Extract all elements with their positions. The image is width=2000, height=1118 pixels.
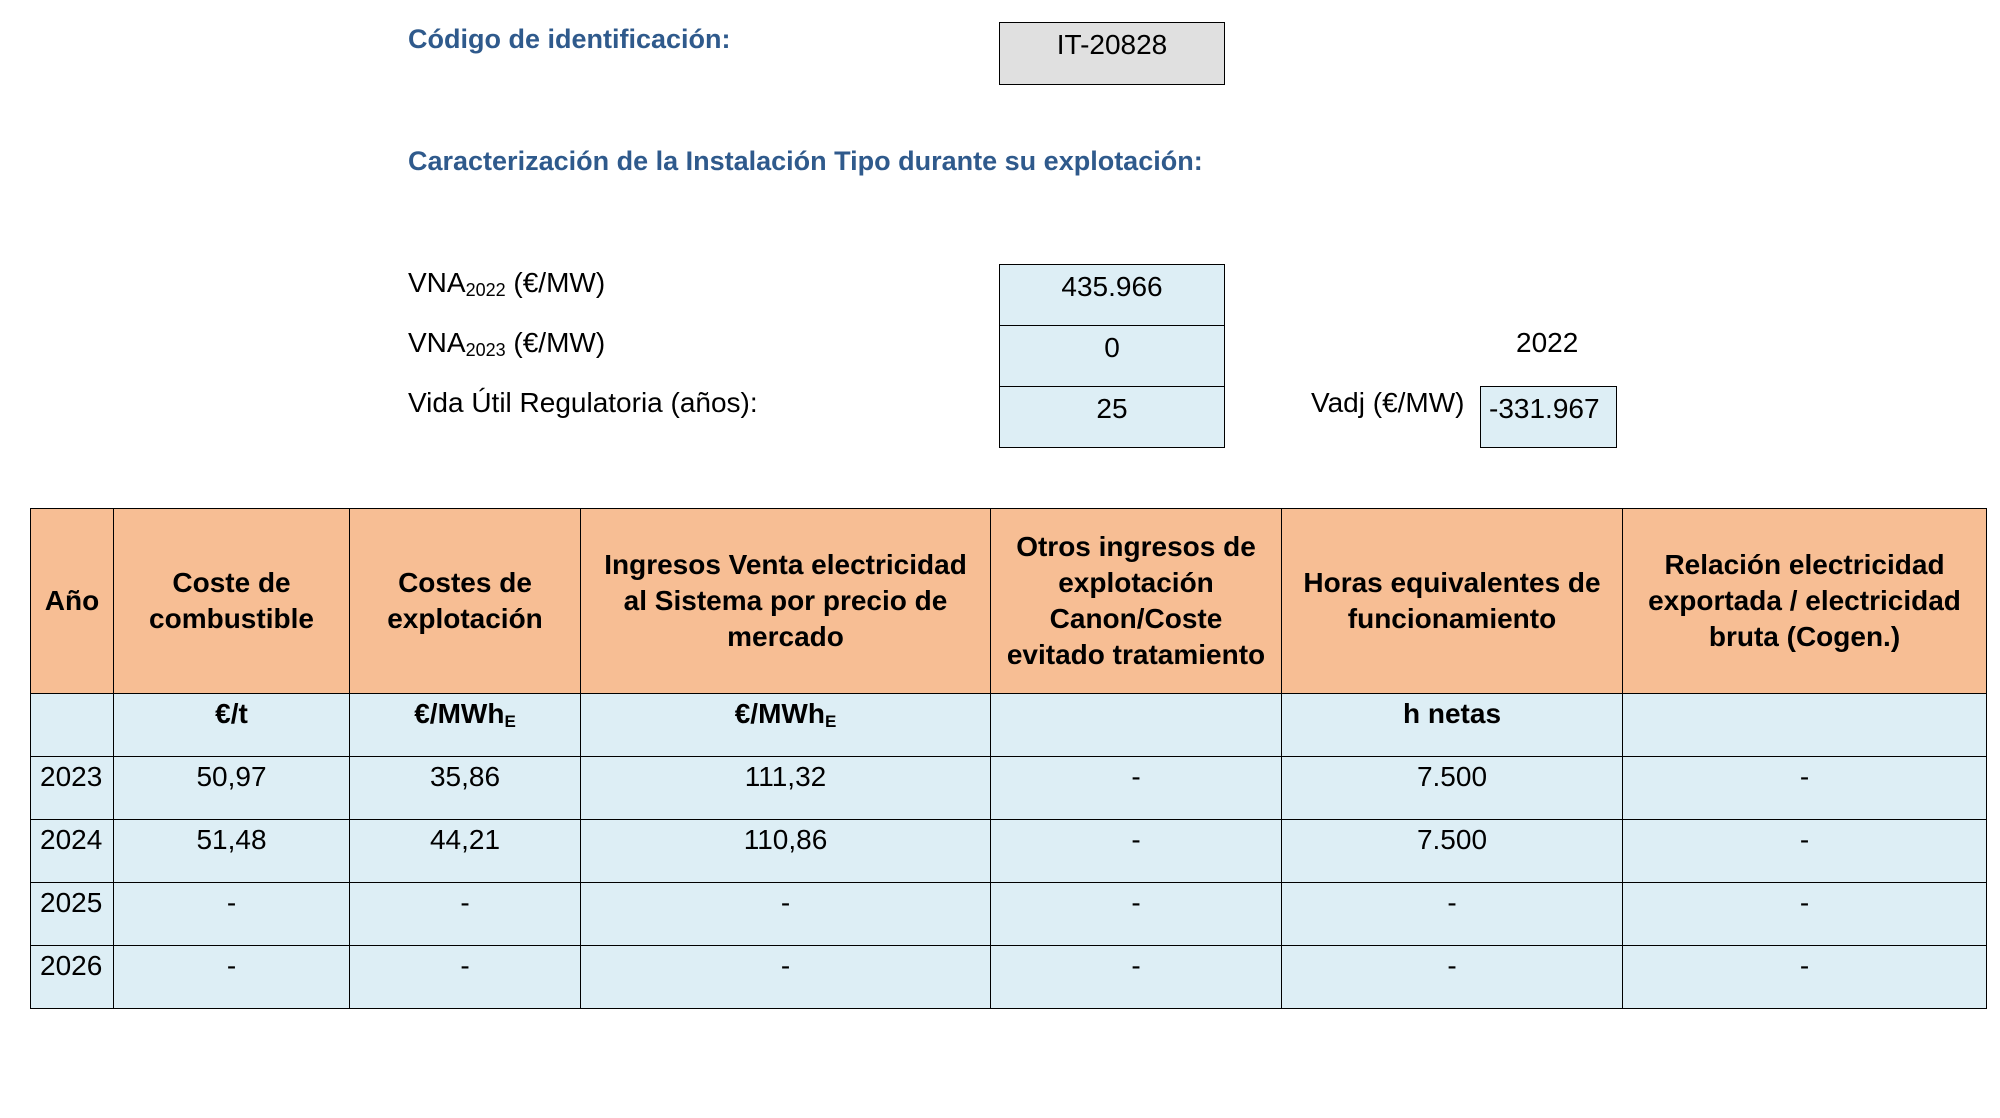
cell-relacion: - bbox=[1623, 757, 1987, 820]
units-row bbox=[31, 694, 1987, 757]
cell-relacion: - bbox=[1623, 946, 1987, 1009]
unit-otros bbox=[991, 694, 1282, 757]
cell-combustible: 51,48 bbox=[114, 820, 350, 883]
cell-otros: - bbox=[991, 946, 1282, 1009]
cell-ingresos: - bbox=[581, 946, 991, 1009]
unit-ingresos: €/MWh$_E$ bbox=[581, 694, 991, 757]
header-horas-equivalentes: Horas equivalentes de funcionamiento bbox=[1282, 509, 1623, 694]
cell-ingresos: 110,86 bbox=[581, 820, 991, 883]
unit-explotacion: €/MWh$_E$ bbox=[350, 694, 581, 757]
table-row bbox=[31, 946, 1987, 1009]
reference-year: 2022 bbox=[1516, 327, 1579, 358]
unit-horas: h netas bbox=[1282, 694, 1623, 757]
cell-horas: - bbox=[1282, 883, 1623, 946]
header-coste-combustible: Coste de combustible bbox=[114, 509, 350, 694]
cell-year: 2025 bbox=[31, 883, 114, 946]
vadj-label: Vadj (€/MW) bbox=[1311, 387, 1465, 418]
cell-horas: - bbox=[1282, 946, 1623, 1009]
vida-util-value: 25 bbox=[999, 386, 1225, 448]
vida-util-label: Vida Útil Regulatoria (años): bbox=[408, 387, 758, 418]
cost-table bbox=[30, 508, 1987, 1009]
id-label: Código de identificación: bbox=[408, 24, 731, 54]
header-costes-explotacion: Costes de explotación bbox=[350, 509, 581, 694]
cell-combustible: - bbox=[114, 883, 350, 946]
table-row bbox=[31, 820, 1987, 883]
vna-2023-label: $VNA_{2023}$ (€/MW) bbox=[408, 327, 606, 360]
cell-otros: - bbox=[991, 757, 1282, 820]
cell-ingresos: - bbox=[581, 883, 991, 946]
vna-2022-label: $VNA_{2022}$ (€/MW) bbox=[408, 267, 606, 300]
vadj-value: -331.967 bbox=[1480, 386, 1617, 448]
cell-combustible: 50,97 bbox=[114, 757, 350, 820]
unit-relacion bbox=[1623, 694, 1987, 757]
cell-horas: 7.500 bbox=[1282, 757, 1623, 820]
cell-explotacion: - bbox=[350, 883, 581, 946]
cell-otros: - bbox=[991, 820, 1282, 883]
section-title: Caracterización de la Instalación Tipo durante su explotación: bbox=[408, 146, 1203, 176]
cell-explotacion: - bbox=[350, 946, 581, 1009]
cell-year: 2023 bbox=[31, 757, 114, 820]
cell-explotacion: 44,21 bbox=[350, 820, 581, 883]
header-otros-ingresos: Otros ingresos de explotación Canon/Coste evitado tratamiento bbox=[991, 509, 1282, 694]
cell-ingresos: 111,32 bbox=[581, 757, 991, 820]
cell-year: 2026 bbox=[31, 946, 114, 1009]
header-relacion-electricidad: Relación electricidad exportada / electricidad bruta (Cogen.) bbox=[1623, 509, 1987, 694]
header-ingresos-venta: Ingresos Venta electricidad al Sistema por precio de mercado bbox=[581, 509, 991, 694]
unit-combustible: €/t bbox=[114, 694, 350, 757]
cell-explotacion: 35,86 bbox=[350, 757, 581, 820]
cell-otros: - bbox=[991, 883, 1282, 946]
table-header-row bbox=[31, 509, 1987, 694]
cell-relacion: - bbox=[1623, 883, 1987, 946]
cell-combustible: - bbox=[114, 946, 350, 1009]
header-anio: Año bbox=[31, 509, 114, 694]
table-row bbox=[31, 883, 1987, 946]
cell-horas: 7.500 bbox=[1282, 820, 1623, 883]
vna-2022-value: 435.966 bbox=[999, 264, 1225, 326]
vna-2023-value: 0 bbox=[999, 325, 1225, 387]
id-value-box: IT-20828 bbox=[999, 22, 1225, 85]
cell-relacion: - bbox=[1623, 820, 1987, 883]
unit-anio bbox=[31, 694, 114, 757]
table-row bbox=[31, 757, 1987, 820]
cell-year: 2024 bbox=[31, 820, 114, 883]
